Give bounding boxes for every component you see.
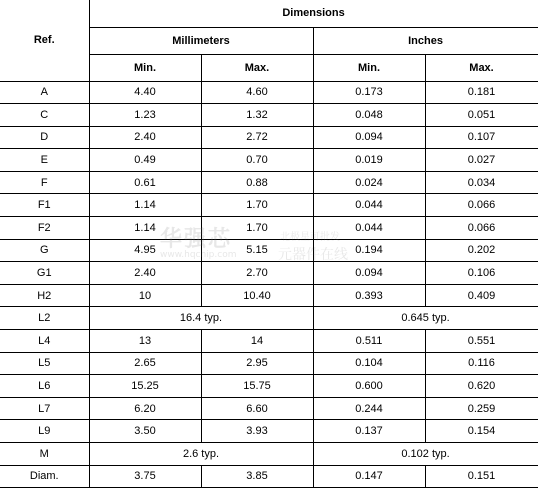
watermark-main: 华强芯 bbox=[160, 227, 233, 252]
cell-in-max: 0.107 bbox=[425, 126, 538, 149]
cell-mm-min: 13 bbox=[89, 330, 201, 353]
cell-mm-typ: 2.6 typ. bbox=[89, 443, 313, 466]
cell-mm-max: 10.40 bbox=[201, 284, 313, 307]
cell-mm-min: 1.14 bbox=[89, 194, 201, 217]
cell-ref: L9 bbox=[0, 420, 89, 443]
table-row bbox=[0, 284, 538, 307]
cell-mm-max: 3.85 bbox=[201, 465, 313, 488]
table-row bbox=[0, 126, 538, 149]
watermark-right-bottom: 元器件在线 bbox=[278, 247, 348, 263]
cell-ref: F1 bbox=[0, 194, 89, 217]
cell-mm-min: 1.14 bbox=[89, 217, 201, 240]
table-body bbox=[0, 81, 538, 488]
table-row bbox=[0, 307, 538, 330]
table-row bbox=[0, 171, 538, 194]
cell-in-max: 0.259 bbox=[425, 397, 538, 420]
table-row bbox=[0, 352, 538, 375]
cell-in-min: 0.511 bbox=[313, 330, 425, 353]
cell-mm-max: 1.70 bbox=[201, 217, 313, 240]
table-row bbox=[0, 375, 538, 398]
cell-mm-min: 3.50 bbox=[89, 420, 201, 443]
cell-in-typ: 0.102 typ. bbox=[313, 443, 538, 466]
cell-in-min: 0.137 bbox=[313, 420, 425, 443]
table-row bbox=[0, 104, 538, 127]
cell-in-max: 0.116 bbox=[425, 352, 538, 375]
cell-in-max: 0.051 bbox=[425, 104, 538, 127]
cell-in-min: 0.019 bbox=[313, 149, 425, 172]
table-row bbox=[0, 262, 538, 285]
cell-mm-max: 1.70 bbox=[201, 194, 313, 217]
cell-in-min: 0.173 bbox=[313, 81, 425, 104]
table-row bbox=[0, 443, 538, 466]
cell-ref: E bbox=[0, 149, 89, 172]
cell-mm-max: 0.70 bbox=[201, 149, 313, 172]
cell-in-max: 0.154 bbox=[425, 420, 538, 443]
cell-in-max: 0.551 bbox=[425, 330, 538, 353]
cell-ref: L2 bbox=[0, 307, 89, 330]
cell-mm-max: 6.60 bbox=[201, 397, 313, 420]
cell-mm-min: 2.40 bbox=[89, 126, 201, 149]
header-millimeters: Millimeters bbox=[89, 27, 313, 54]
cell-mm-max: 1.32 bbox=[201, 104, 313, 127]
cell-mm-max: 3.93 bbox=[201, 420, 313, 443]
cell-in-max: 0.034 bbox=[425, 171, 538, 194]
cell-in-min: 0.393 bbox=[313, 284, 425, 307]
cell-in-max: 0.151 bbox=[425, 465, 538, 488]
cell-in-min: 0.147 bbox=[313, 465, 425, 488]
cell-ref: F bbox=[0, 171, 89, 194]
cell-mm-min: 10 bbox=[89, 284, 201, 307]
cell-ref: L6 bbox=[0, 375, 89, 398]
cell-ref: A bbox=[0, 81, 89, 104]
cell-mm-max: 2.72 bbox=[201, 126, 313, 149]
cell-mm-max: 2.70 bbox=[201, 262, 313, 285]
cell-in-min: 0.194 bbox=[313, 239, 425, 262]
cell-mm-min: 0.49 bbox=[89, 149, 201, 172]
cell-mm-max: 2.95 bbox=[201, 352, 313, 375]
cell-mm-max: 4.60 bbox=[201, 81, 313, 104]
cell-mm-min: 2.40 bbox=[89, 262, 201, 285]
cell-in-min: 0.044 bbox=[313, 194, 425, 217]
table-row bbox=[0, 217, 538, 240]
cell-mm-max: 5.15 bbox=[201, 239, 313, 262]
cell-mm-min: 4.95 bbox=[89, 239, 201, 262]
table-row bbox=[0, 239, 538, 262]
cell-mm-max: 15.75 bbox=[201, 375, 313, 398]
cell-in-max: 0.181 bbox=[425, 81, 538, 104]
cell-ref: G bbox=[0, 239, 89, 262]
cell-in-min: 0.044 bbox=[313, 217, 425, 240]
table-row bbox=[0, 465, 538, 488]
cell-in-min: 0.600 bbox=[313, 375, 425, 398]
cell-mm-min: 15.25 bbox=[89, 375, 201, 398]
cell-in-min: 0.244 bbox=[313, 397, 425, 420]
cell-in-min: 0.024 bbox=[313, 171, 425, 194]
cell-ref: Diam. bbox=[0, 465, 89, 488]
cell-in-max: 0.202 bbox=[425, 239, 538, 262]
cell-ref: L4 bbox=[0, 330, 89, 353]
table-row bbox=[0, 330, 538, 353]
header-dimensions: Dimensions bbox=[89, 0, 538, 27]
cell-mm-min: 2.65 bbox=[89, 352, 201, 375]
cell-in-min: 0.094 bbox=[313, 262, 425, 285]
cell-ref: C bbox=[0, 104, 89, 127]
cell-mm-min: 4.40 bbox=[89, 81, 201, 104]
watermark-url: www.hqchip.com bbox=[160, 250, 237, 260]
cell-in-max: 0.027 bbox=[425, 149, 538, 172]
cell-ref: G1 bbox=[0, 262, 89, 285]
cell-in-min: 0.104 bbox=[313, 352, 425, 375]
watermark-right-top: 北极星可批发 bbox=[280, 232, 340, 243]
table-row bbox=[0, 420, 538, 443]
cell-in-max: 0.620 bbox=[425, 375, 538, 398]
cell-mm-min: 6.20 bbox=[89, 397, 201, 420]
cell-in-max: 0.066 bbox=[425, 217, 538, 240]
cell-ref: L7 bbox=[0, 397, 89, 420]
table-row bbox=[0, 194, 538, 217]
cell-in-typ: 0.645 typ. bbox=[313, 307, 538, 330]
table-row bbox=[0, 397, 538, 420]
cell-mm-max: 0.88 bbox=[201, 171, 313, 194]
cell-mm-min: 3.75 bbox=[89, 465, 201, 488]
cell-in-min: 0.094 bbox=[313, 126, 425, 149]
table-row bbox=[0, 81, 538, 104]
cell-in-max: 0.409 bbox=[425, 284, 538, 307]
header-ref: Ref. bbox=[0, 0, 89, 81]
cell-mm-typ: 16.4 typ. bbox=[89, 307, 313, 330]
cell-in-max: 0.066 bbox=[425, 194, 538, 217]
cell-ref: L5 bbox=[0, 352, 89, 375]
cell-in-min: 0.048 bbox=[313, 104, 425, 127]
cell-ref: F2 bbox=[0, 217, 89, 240]
cell-ref: D bbox=[0, 126, 89, 149]
cell-mm-max: 14 bbox=[201, 330, 313, 353]
cell-mm-min: 0.61 bbox=[89, 171, 201, 194]
cell-mm-min: 1.23 bbox=[89, 104, 201, 127]
cell-ref: M bbox=[0, 443, 89, 466]
header-mm-min: Min. bbox=[89, 54, 201, 81]
header-inches: Inches bbox=[313, 27, 538, 54]
table-row bbox=[0, 149, 538, 172]
header-mm-max: Max. bbox=[201, 54, 313, 81]
header-in-min: Min. bbox=[313, 54, 425, 81]
cell-in-max: 0.106 bbox=[425, 262, 538, 285]
header-in-max: Max. bbox=[425, 54, 538, 81]
cell-ref: H2 bbox=[0, 284, 89, 307]
